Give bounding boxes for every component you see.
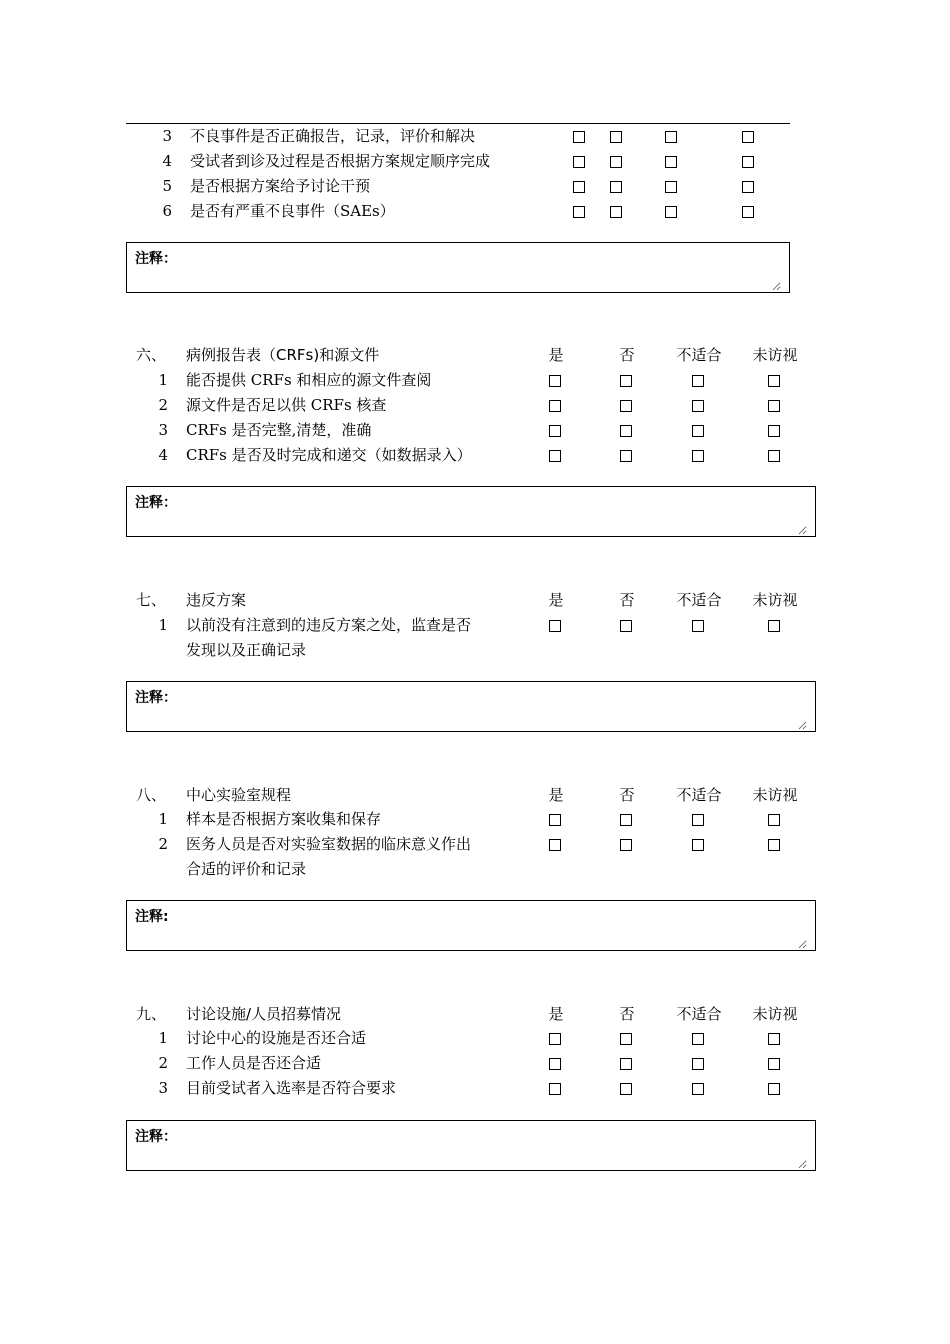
section-header (0, 588, 950, 613)
section-number: 七、 (136, 591, 167, 609)
item-text: CRFs 是否完整,清楚，准确 (186, 421, 372, 439)
notes-box (126, 242, 790, 293)
checkbox-no[interactable] (620, 814, 632, 826)
checkbox-not-applicable[interactable] (692, 814, 704, 826)
section-header (0, 343, 950, 368)
checklist-row (0, 1076, 950, 1101)
item-text: 医务人员是否对实验室数据的临床意义作出 (186, 835, 472, 853)
checkbox-no[interactable] (620, 1083, 632, 1095)
checkbox-no[interactable] (620, 620, 632, 632)
checkbox-not-applicable[interactable] (692, 839, 704, 851)
checkbox-no[interactable] (610, 181, 622, 193)
checkbox-not-visited[interactable] (768, 1033, 780, 1045)
item-text: 是否根据方案给予讨论干预 (190, 177, 371, 195)
column-header-not-visited: 未访视 (752, 346, 798, 364)
checkbox-no[interactable] (620, 425, 632, 437)
checkbox-not-applicable[interactable] (692, 400, 704, 412)
item-text: 源文件是否足以供 CRFs 核查 (186, 396, 387, 414)
item-number: 5 (162, 177, 172, 195)
item-number: 4 (158, 446, 168, 464)
item-text-continuation: 合适的评价和记录 (186, 860, 307, 878)
item-text: 样本是否根据方案收集和保存 (186, 810, 382, 828)
item-text: 受试者到诊及过程是否根据方案规定顺序完成 (190, 152, 491, 170)
item-text: 工作人员是否还合适 (186, 1054, 322, 1072)
checklist-row (0, 149, 950, 174)
column-header-no: 否 (619, 786, 635, 804)
item-number: 1 (158, 1029, 168, 1047)
item-number: 3 (158, 421, 168, 439)
column-header-not-visited: 未访视 (752, 591, 798, 609)
checkbox-not-applicable[interactable] (692, 1083, 704, 1095)
column-header-not-applicable: 不适合 (676, 786, 722, 804)
notes-input[interactable] (177, 247, 781, 291)
checkbox-yes[interactable] (549, 1083, 561, 1095)
notes-box (126, 900, 816, 951)
checkbox-yes[interactable] (549, 400, 561, 412)
notes-label: 注释： (135, 1129, 177, 1145)
item-number: 2 (158, 835, 168, 853)
checklist-row (0, 174, 950, 199)
column-header-not-applicable: 不适合 (676, 1005, 722, 1023)
item-number: 3 (162, 127, 172, 145)
checklist-row (0, 124, 950, 149)
item-text: 能否提供 CRFs 和相应的源文件查阅 (186, 371, 432, 389)
checklist-row (0, 368, 950, 393)
column-header-no: 否 (619, 1005, 635, 1023)
checkbox-yes[interactable] (573, 156, 585, 168)
checkbox-not-applicable[interactable] (692, 425, 704, 437)
section-number: 八、 (136, 786, 167, 804)
item-number: 2 (158, 1054, 168, 1072)
checkbox-yes[interactable] (549, 620, 561, 632)
notes-input[interactable] (177, 905, 807, 949)
checkbox-not-applicable[interactable] (692, 1033, 704, 1045)
checkbox-no[interactable] (620, 450, 632, 462)
checkbox-no[interactable] (610, 156, 622, 168)
checkbox-yes[interactable] (549, 425, 561, 437)
checkbox-not-applicable[interactable] (665, 131, 677, 143)
checklist-row (0, 1026, 950, 1051)
item-number: 1 (158, 371, 168, 389)
checkbox-yes[interactable] (549, 1033, 561, 1045)
section-number: 六、 (136, 346, 167, 364)
checkbox-not-visited[interactable] (768, 814, 780, 826)
section-number: 九、 (136, 1005, 167, 1023)
notes-box (126, 681, 816, 732)
column-header-no: 否 (619, 346, 635, 364)
checkbox-not-applicable[interactable] (692, 375, 704, 387)
item-number: 4 (162, 152, 172, 170)
notes-box (126, 1120, 816, 1171)
section-title: 讨论设施/人员招募情况 (186, 1005, 342, 1023)
checkbox-not-applicable[interactable] (665, 181, 677, 193)
checkbox-not-visited[interactable] (742, 206, 754, 218)
column-header-no: 否 (619, 591, 635, 609)
checklist-row (0, 443, 950, 468)
item-number: 3 (158, 1079, 168, 1097)
column-header-not-visited: 未访视 (752, 786, 798, 804)
column-header-not-applicable: 不适合 (676, 346, 722, 364)
checklist-row (0, 1051, 950, 1076)
checkbox-not-visited[interactable] (742, 156, 754, 168)
notes-input[interactable] (177, 1125, 807, 1169)
checklist-row-continuation (0, 638, 950, 663)
item-text: 讨论中心的设施是否还合适 (186, 1029, 367, 1047)
column-header-yes: 是 (548, 591, 564, 609)
checklist-row (0, 199, 950, 224)
column-header-yes: 是 (548, 786, 564, 804)
item-text: CRFs 是否及时完成和递交（如数据录入） (186, 446, 472, 464)
item-text-continuation: 发现以及正确记录 (186, 641, 307, 659)
checkbox-yes[interactable] (549, 450, 561, 462)
section-title: 中心实验室规程 (186, 786, 292, 804)
checkbox-no[interactable] (620, 839, 632, 851)
checkbox-yes[interactable] (549, 839, 561, 851)
checkbox-not-visited[interactable] (768, 620, 780, 632)
checkbox-yes[interactable] (549, 1058, 561, 1070)
checkbox-not-visited[interactable] (742, 131, 754, 143)
item-number: 1 (158, 616, 168, 634)
notes-label: 注释： (135, 495, 177, 511)
item-text: 目前受试者入选率是否符合要求 (186, 1079, 397, 1097)
checkbox-not-visited[interactable] (768, 425, 780, 437)
column-header-not-visited: 未访视 (752, 1005, 798, 1023)
section-header (0, 1002, 950, 1027)
checklist-row (0, 613, 950, 638)
section-header (0, 783, 950, 808)
column-header-not-applicable: 不适合 (676, 591, 722, 609)
checkbox-no[interactable] (610, 206, 622, 218)
item-text: 以前没有注意到的违反方案之处，监查是否 (186, 616, 472, 634)
checkbox-yes[interactable] (549, 814, 561, 826)
notes-label: 注释： (135, 251, 177, 267)
checkbox-no[interactable] (610, 131, 622, 143)
item-text: 不良事件是否正确报告，记录，评价和解决 (190, 127, 476, 145)
item-text: 是否有严重不良事件（SAEs） (190, 202, 395, 220)
checkbox-not-applicable[interactable] (692, 1058, 704, 1070)
item-number: 6 (162, 202, 172, 220)
checkbox-yes[interactable] (573, 206, 585, 218)
checkbox-not-applicable[interactable] (665, 206, 677, 218)
item-number: 1 (158, 810, 168, 828)
item-number: 2 (158, 396, 168, 414)
checkbox-no[interactable] (620, 1033, 632, 1045)
section-title: 病例报告表（CRFs)和源文件 (186, 346, 380, 364)
checklist-row (0, 807, 950, 832)
checklist-row-continuation (0, 857, 950, 882)
notes-box (126, 486, 816, 537)
checklist-row (0, 393, 950, 418)
checkbox-no[interactable] (620, 400, 632, 412)
column-header-yes: 是 (548, 346, 564, 364)
checkbox-not-visited[interactable] (768, 1058, 780, 1070)
checkbox-no[interactable] (620, 1058, 632, 1070)
checkbox-yes[interactable] (573, 131, 585, 143)
section-title: 违反方案 (186, 591, 247, 609)
checklist-row (0, 418, 950, 443)
checkbox-not-visited[interactable] (742, 181, 754, 193)
checkbox-yes[interactable] (549, 375, 561, 387)
checkbox-yes[interactable] (573, 181, 585, 193)
notes-input[interactable] (177, 491, 807, 535)
notes-label: 注释: (135, 909, 169, 925)
notes-input[interactable] (177, 686, 807, 730)
checkbox-not-applicable[interactable] (692, 450, 704, 462)
checkbox-not-applicable[interactable] (692, 620, 704, 632)
checkbox-not-visited[interactable] (768, 400, 780, 412)
column-header-yes: 是 (548, 1005, 564, 1023)
checklist-row (0, 832, 950, 857)
checkbox-not-applicable[interactable] (665, 156, 677, 168)
checkbox-not-visited[interactable] (768, 375, 780, 387)
checkbox-no[interactable] (620, 375, 632, 387)
checkbox-not-visited[interactable] (768, 450, 780, 462)
checkbox-not-visited[interactable] (768, 1083, 780, 1095)
notes-label: 注释： (135, 690, 177, 706)
checkbox-not-visited[interactable] (768, 839, 780, 851)
